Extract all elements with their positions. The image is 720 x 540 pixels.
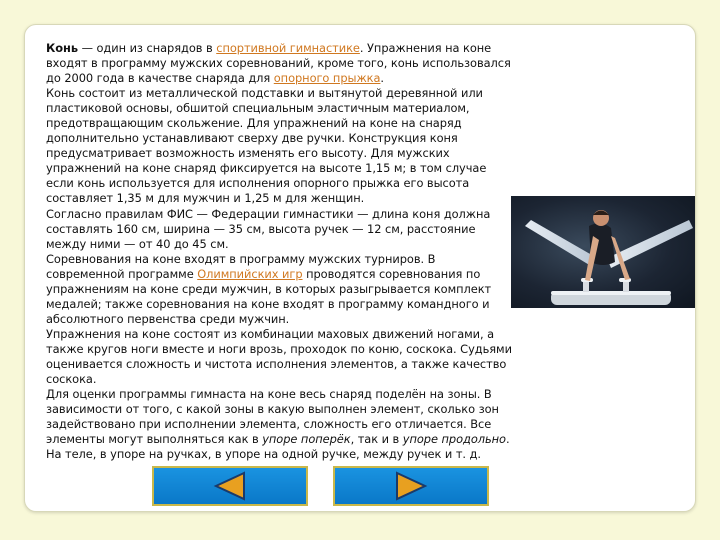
triangle-right-icon [391, 470, 431, 502]
text: Для оценки программы гимнаста на коне весь снаряд поделён на зоны. В зависимости от того, с какой зоны в какую выполнен элемент, сколько зон задействовано при исполнении элемента, сложность его отличается. Все элементы могут выполняться как в [46, 387, 499, 447]
photo-illustration [511, 196, 695, 308]
paragraph-zones [46, 387, 516, 462]
gymnast-pommel-horse-photo [511, 196, 695, 308]
paragraph-exercises: Упражнения на коне состоят из комбинации маховых движений ногами, а также кругов ноги вместе и ноги врозь, проходок по коню, соскока. Судьями оценивается сложность и чистота исполнения элементов, а также качество соскока. [46, 326, 512, 387]
link-olympics[interactable]: Олимпийских игр [197, 266, 303, 281]
text: . [380, 71, 384, 86]
paragraph-intro [46, 41, 516, 86]
link-vault[interactable]: опорного прыжка [273, 71, 381, 86]
text: . Упражнения на коне входят в программу мужских соревнований, кроме того, конь использовался до 2000 года в качестве снаряда для [46, 41, 511, 86]
text: Соревнования на коне входят в программу мужских турниров. В современной программе [46, 251, 436, 281]
term-kon: Конь [46, 41, 79, 55]
term-long-support: упоре продольно [402, 432, 506, 447]
paragraph-rules: Согласно правилам ФИС — Федерации гимнастики — длина коня должна составлять 160 см, ширина — 35 см, высота ручек — 12 см, расстояние между ними — от 40 до 45 см. [46, 206, 491, 251]
text: проводятся соревнования по упражнениям на коне среди мужчин, в которых разыгрывается комплект медалей; также соревнования на коне входят в программу командного и абсолютного первенства среди мужчин. [46, 266, 492, 326]
article-body [46, 41, 516, 462]
prev-slide-button[interactable] [152, 466, 308, 506]
triangle-left-icon [210, 470, 250, 502]
text: . На теле, в упоре на ручках, в упоре на одной ручке, между ручек и т. д. [46, 432, 510, 462]
next-slide-button[interactable] [333, 466, 489, 506]
link-gymnastics[interactable]: спортивной гимнастике [216, 41, 360, 55]
text: — один из снарядов в [78, 41, 217, 55]
paragraph-construction: Конь состоит из металлической подставки и вытянутой деревянной или пластиковой основы, обшитой специальным эластичным материалом, предотвращающим скольжение. Для упражнений на коне на снаряд дополнительно устанавливают сверху две ручки. Конструкция коня предусматривает возможность изменять его высоту. Для мужских упражнений на коне снаряд фиксируется на высоте 1,15 м; в том случае если конь используется для исполнения опорного прыжка его высота составляет 1,35 м для мужчин и 1,25 м для женщин. [46, 86, 487, 206]
text: , так и в [350, 432, 403, 447]
term-cross-support: упоре поперёк [262, 432, 351, 447]
paragraph-competitions [46, 252, 516, 327]
